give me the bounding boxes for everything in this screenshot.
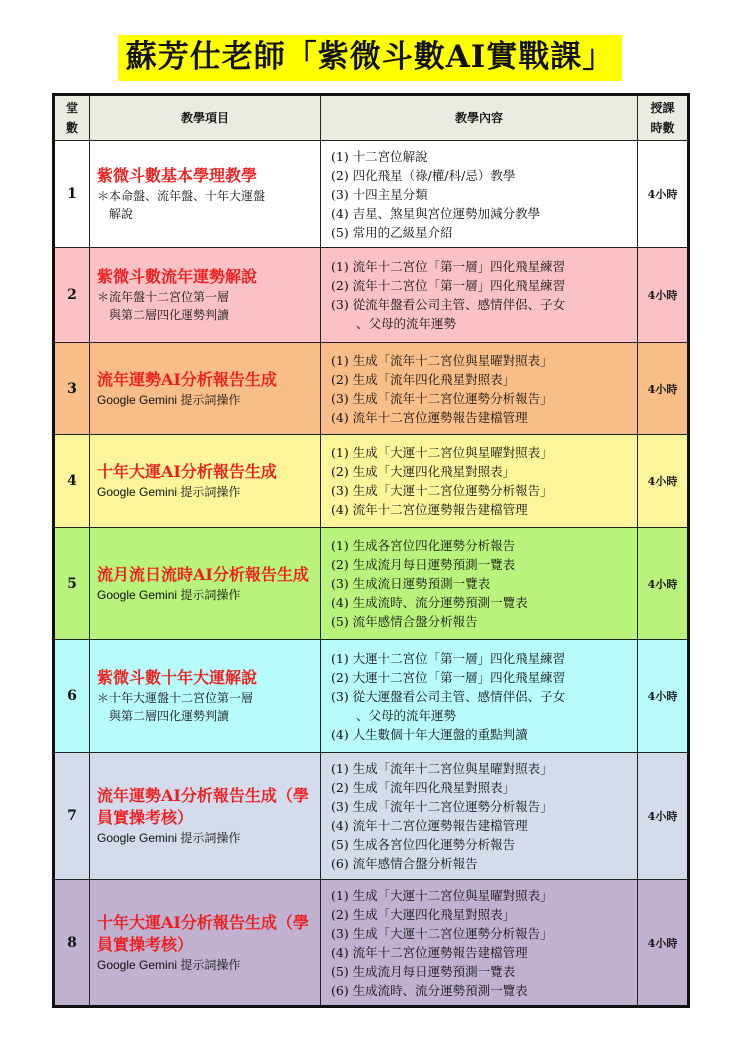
table-row: [54, 880, 689, 1007]
content-line: (4) 吉星、煞星與宮位運勢加減分教學: [331, 205, 541, 221]
session-number: 7: [54, 753, 90, 880]
session-number: 3: [54, 343, 90, 435]
table-row: [54, 248, 689, 343]
teaching-item: [90, 528, 321, 640]
header-num-label: 堂 數: [65, 101, 78, 135]
content-line: (4) 流年十二宮位運勢報告建檔管理: [331, 818, 528, 833]
teaching-hours: 4小時: [638, 880, 689, 1007]
teaching-hours: 4小時: [638, 141, 689, 248]
course-table: [52, 93, 690, 1008]
teaching-content: [321, 435, 638, 528]
session-number: 8: [54, 880, 90, 1007]
content-line: (3) 生成「大運十二宮位運勢分析報告」: [331, 483, 553, 498]
content-line: (1) 十二宮位解說: [331, 148, 428, 164]
content-line: (5) 生成各宮位四化運勢分析報告: [331, 837, 516, 852]
item-title: 流年運勢AI分析報告生成（學員實操考核）: [97, 786, 309, 827]
teaching-item: [90, 753, 321, 880]
content-line: (3) 十四主星分類: [331, 186, 428, 202]
content-line: (3) 生成「流年十二宮位運勢分析報告」: [331, 390, 553, 406]
table-row: [54, 753, 689, 880]
content-line: (6) 流年感情合盤分析報告: [331, 856, 478, 871]
item-title: 紫微斗數十年大運解說: [97, 668, 258, 687]
header-hours: [638, 95, 689, 141]
teaching-item: [90, 435, 321, 528]
table-row: [54, 640, 689, 753]
teaching-content: [321, 141, 638, 248]
content-line: (4) 流年十二宮位運勢報告建檔管理: [331, 502, 528, 517]
content-line: (2) 流年十二宮位「第一層」四化飛星練習: [331, 278, 566, 293]
content-line: (1) 生成各宮位四化運勢分析報告: [331, 538, 516, 553]
table-row: [54, 435, 689, 528]
table-row: [54, 141, 689, 248]
session-number: 2: [54, 248, 90, 343]
content-line: (1) 生成「流年十二宮位與星曜對照表」: [331, 761, 553, 776]
item-subtitle: 與第二層四化運勢判讀: [97, 308, 230, 322]
content-line: (1) 生成「大運十二宮位與星曜對照表」: [331, 445, 553, 460]
item-subtitle: Google Gemini 提示詞操作: [97, 392, 241, 407]
session-number: 4: [54, 435, 90, 528]
teaching-item: [90, 880, 321, 1007]
teaching-item: [90, 343, 321, 435]
item-subtitle: Google Gemini 提示詞操作: [97, 831, 241, 845]
content-line: (3) 生成「流年十二宮位運勢分析報告」: [331, 799, 553, 814]
session-number: 6: [54, 640, 90, 753]
teaching-content: [321, 343, 638, 435]
table-row: [54, 528, 689, 640]
item-title: 流年運勢AI分析報告生成: [97, 369, 277, 389]
teaching-hours: 4小時: [638, 640, 689, 753]
title-container: [0, 35, 740, 81]
session-number: 5: [54, 528, 90, 640]
header-num: [54, 95, 90, 141]
content-line: (2) 生成「大運四化飛星對照表」: [331, 906, 516, 922]
content-line: (1) 生成「流年十二宮位與星曜對照表」: [331, 352, 553, 368]
table-row: [54, 343, 689, 435]
content-line: (5) 生成流月每日運勢預測一覽表: [331, 963, 516, 979]
content-line: (1) 生成「大運十二宮位與星曜對照表」: [331, 887, 553, 903]
item-title: 十年大運AI分析報告生成（學員實操考核）: [97, 912, 309, 954]
header-hours-label: 授課 時數: [650, 101, 675, 135]
item-subtitle: Google Gemini 提示詞操作: [97, 957, 241, 972]
content-line: (2) 大運十二宮位「第一層」四化飛星練習: [331, 669, 566, 685]
item-subtitle: Google Gemini 提示詞操作: [97, 485, 241, 499]
table-header-row: [54, 95, 689, 141]
header-item: 教學項目: [90, 95, 321, 141]
content-line: (1) 流年十二宮位「第一層」四化飛星練習: [331, 259, 566, 274]
item-title: 紫微斗數基本學理教學: [97, 166, 258, 185]
teaching-hours: 4小時: [638, 435, 689, 528]
teaching-hours: 4小時: [638, 248, 689, 343]
item-title: 十年大運AI分析報告生成: [97, 462, 277, 481]
item-subtitle: ＊十年大運盤十二宮位第一層: [97, 691, 254, 705]
page-title: 蘇芳仕老師「紫微斗數AI實戰課」: [118, 35, 623, 81]
content-line: (1) 大運十二宮位「第一層」四化飛星練習: [331, 650, 566, 666]
teaching-content: [321, 528, 638, 640]
teaching-content: [321, 880, 638, 1007]
content-line: (3) 從大運盤看公司主管、感情伴侶、子女: [331, 688, 566, 704]
session-number: 1: [54, 141, 90, 248]
teaching-item: [90, 141, 321, 248]
content-line: (4) 人生數個十年大運盤的重點判讀: [331, 726, 528, 742]
item-subtitle: 與第二層四化運勢判讀: [97, 709, 230, 723]
table-body: [54, 141, 689, 1007]
content-line: (4) 流年十二宮位運勢報告建檔管理: [331, 409, 528, 425]
content-line: (5) 流年感情合盤分析報告: [331, 614, 478, 629]
content-line: (2) 生成「大運四化飛星對照表」: [331, 464, 516, 479]
teaching-content: [321, 640, 638, 753]
item-subtitle: 解說: [97, 207, 134, 221]
item-subtitle: Google Gemini 提示詞操作: [97, 587, 241, 602]
teaching-item: [90, 640, 321, 753]
teaching-content: [321, 248, 638, 343]
teaching-hours: 4小時: [638, 528, 689, 640]
item-subtitle: ＊流年盤十二宮位第一層: [97, 290, 230, 304]
content-line: (2) 生成「流年四化飛星對照表」: [331, 371, 516, 387]
content-line: (6) 生成流時、流分運勢預測一覽表: [331, 982, 528, 998]
content-line: (5) 常用的乙級星介紹: [331, 224, 453, 240]
content-line: (3) 生成「大運十二宮位運勢分析報告」: [331, 925, 553, 941]
item-subtitle: ＊本命盤、流年盤、十年大運盤: [97, 189, 266, 203]
content-line: (2) 四化飛星（祿/權/科/忌）教學: [331, 167, 516, 183]
content-line: (4) 生成流時、流分運勢預測一覽表: [331, 595, 528, 610]
content-line: (3) 生成流日運勢預測一覽表: [331, 576, 491, 591]
teaching-hours: 4小時: [638, 343, 689, 435]
content-line: 、父母的流年運勢: [331, 707, 457, 723]
content-line: 、父母的流年運勢: [331, 316, 457, 331]
item-title: 流月流日流時AI分析報告生成: [97, 564, 309, 584]
header-content: 教學內容: [321, 95, 638, 141]
content-line: (2) 生成流月每日運勢預測一覽表: [331, 557, 516, 572]
teaching-hours: 4小時: [638, 753, 689, 880]
teaching-item: [90, 248, 321, 343]
content-line: (4) 流年十二宮位運勢報告建檔管理: [331, 944, 528, 960]
teaching-content: [321, 753, 638, 880]
content-line: (2) 生成「流年四化飛星對照表」: [331, 780, 516, 795]
item-title: 紫微斗數流年運勢解說: [97, 267, 258, 286]
content-line: (3) 從流年盤看公司主管、感情伴侶、子女: [331, 297, 566, 312]
